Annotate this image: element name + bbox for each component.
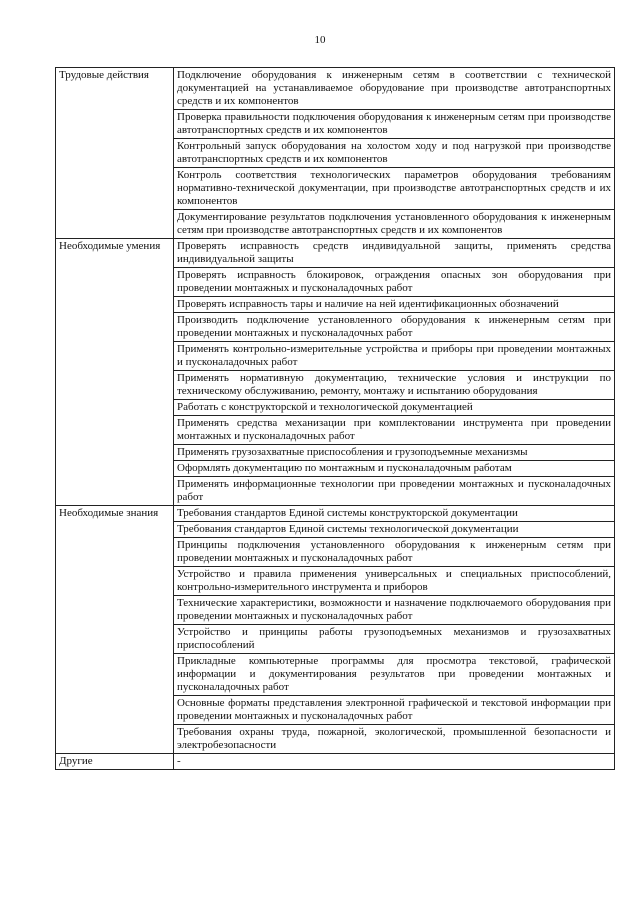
section-item: Применять информационные технологии при проведении монтажных и пусконаладочных работ xyxy=(174,477,615,506)
section-item: Подключение оборудования к инженерным сетям в соответствии с технической документацией на устанавливаемое оборудование при производстве автотранспортных средств и их компонентов xyxy=(174,68,615,110)
section-item: Контрольный запуск оборудования на холостом ходу и под нагрузкой при производстве автотранспортных средств и их компонентов xyxy=(174,139,615,168)
competency-table xyxy=(55,67,615,770)
section-item: Проверять исправность блокировок, ограждения опасных зон оборудования при проведении монтажных и пусконаладочных работ xyxy=(174,268,615,297)
section-item: Применять грузозахватные приспособления и грузоподъемные механизмы xyxy=(174,445,615,461)
section-item: Применять нормативную документацию, технические условия и инструкции по техническому обслуживанию, ремонту, монтажу и испытанию оборудования xyxy=(174,371,615,400)
section-item: Основные форматы представления электронной графической и текстовой информации при проведении монтажных и пусконаладочных работ xyxy=(174,696,615,725)
section-item: Устройство и правила применения универсальных и специальных приспособлений, контрольно-измерительного инструмента и приборов xyxy=(174,567,615,596)
section-item: Требования охраны труда, пожарной, экологической, промышленной безопасности и электробезопасности xyxy=(174,725,615,754)
section-item: Применять контрольно-измерительные устройства и приборы при проведении монтажных и пусконаладочных работ xyxy=(174,342,615,371)
section-label: Другие xyxy=(56,754,174,770)
table-row xyxy=(56,506,615,522)
section-item: Принципы подключения установленного оборудования к инженерным сетям при проведении монтажных и пусконаладочных работ xyxy=(174,538,615,567)
section-item: Устройство и принципы работы грузоподъемных механизмов и грузозахватных приспособлений xyxy=(174,625,615,654)
section-item: Документирование результатов подключения установленного оборудования к инженерным сетям при производстве автотранспортных средств и их компонентов xyxy=(174,210,615,239)
section-item: Применять средства механизации при комплектовании инструмента при проведении монтажных и пусконаладочных работ xyxy=(174,416,615,445)
section-label: Необходимые знания xyxy=(56,506,174,754)
section-item: Прикладные компьютерные программы для просмотра текстовой, графической информации и документирования результатов при проведении монтажных и пусконаладочных работ xyxy=(174,654,615,696)
section-item: Работать с конструкторской и технологической документацией xyxy=(174,400,615,416)
section-item: - xyxy=(174,754,615,770)
section-item: Технические характеристики, возможности и назначение подключаемого оборудования при проведении монтажных и пусконаладочных работ xyxy=(174,596,615,625)
section-item: Проверять исправность тары и наличие на ней идентификационных обозначений xyxy=(174,297,615,313)
table-body xyxy=(56,68,615,770)
section-item: Проверять исправность средств индивидуальной защиты, применять средства индивидуальной защиты xyxy=(174,239,615,268)
section-item: Требования стандартов Единой системы конструкторской документации xyxy=(174,506,615,522)
section-item: Оформлять документацию по монтажным и пусконаладочным работам xyxy=(174,461,615,477)
table-row xyxy=(56,68,615,110)
section-item: Проверка правильности подключения оборудования к инженерным сетям при производстве автотранспортных средств и их компонентов xyxy=(174,110,615,139)
section-item: Производить подключение установленного оборудования к инженерным сетям при проведении монтажных и пусконаладочных работ xyxy=(174,313,615,342)
table-row xyxy=(56,754,615,770)
section-item: Требования стандартов Единой системы технологической документации xyxy=(174,522,615,538)
section-item: Контроль соответствия технологических параметров оборудования требованиям нормативно-технической документации, при производстве автотранспортных средств и их компонентов xyxy=(174,168,615,210)
table-row xyxy=(56,239,615,268)
page-number: 10 xyxy=(314,34,326,46)
section-label: Трудовые действия xyxy=(56,68,174,239)
section-label: Необходимые умения xyxy=(56,239,174,506)
